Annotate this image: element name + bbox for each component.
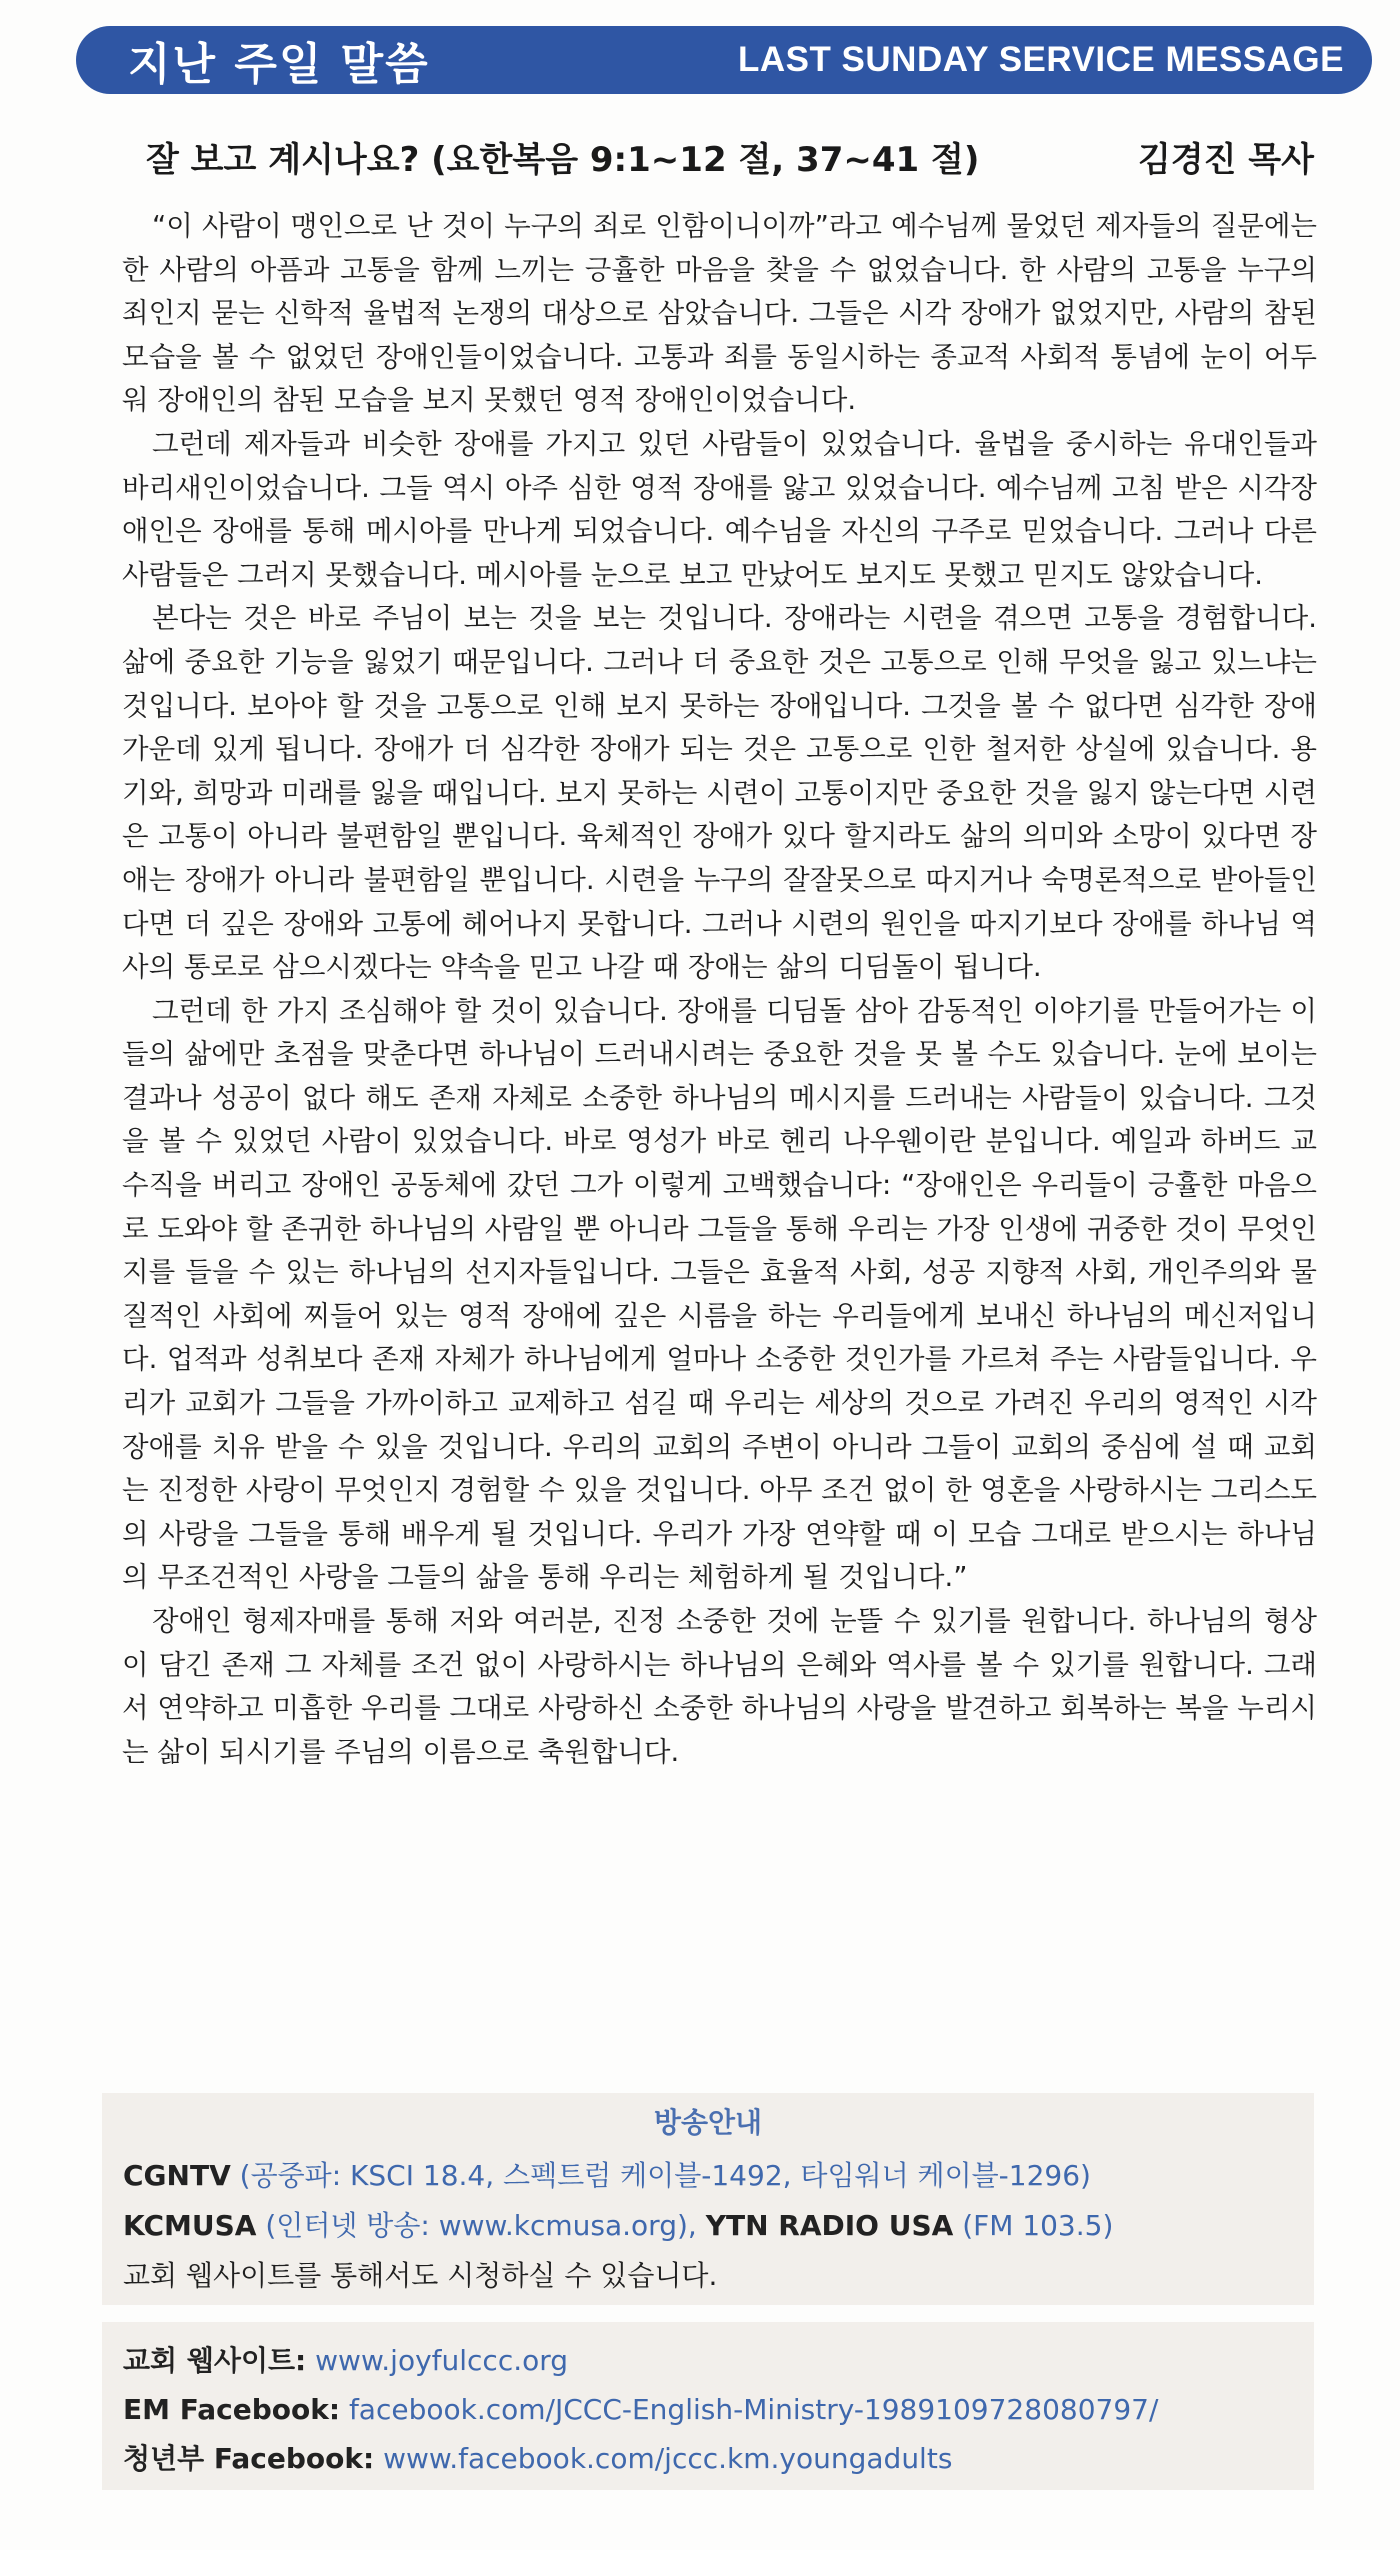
em-facebook-link[interactable]: facebook.com/JCCC-English-Ministry-1989109728080797/ [348,2393,1159,2426]
sermon-paragraph: “이 사람이 맹인으로 난 것이 누구의 죄로 인함이니이까”라고 예수님께 물었던 제자들의 질문에는 한 사람의 아픔과 고통을 함께 느끼는 긍휼한 마음을 찾을 수 없었습니다. 한 사람의 고통을 누구의 죄인지 묻는 신학적 율법적 논쟁의 대상으로 삼았습니다. 그들은 시각 장애가 없었지만, 사람의 참된 모습을 볼 수 없었던 장애인들이었습니다. 고통과 죄를 동일시하는 종교적 사회적 통념에 눈이 어두워 장애인의 참된 모습을 보지 못했던 영적 장애인이었습니다. [122,210,1317,417]
website-line [123,2336,1314,2385]
banner-title-korean: 지난 주일 말씀 [128,39,430,90]
sermon-paragraph: 그런데 제자들과 비슷한 장애를 가지고 있던 사람들이 있었습니다. 율법을 중시하는 유대인들과 바리새인이었습니다. 그들 역시 아주 심한 영적 장애를 앓고 있었습니다. 예수님께 고침 받은 시각장애인은 장애를 통해 메시아를 만나게 되었습니다. 예수님을 자신의 구주로 믿었습니다. 그러나 다른 사람들은 그러지 못했습니다. 메시아를 눈으로 보고 만났어도 보지도 못했고 믿지도 않았습니다. [122,427,1317,591]
youth-facebook-link[interactable]: www.facebook.com/jccc.km.youngadults [383,2442,953,2475]
broadcast-heading: 방송안내 [653,2106,763,2139]
sermon-paragraph: 장애인 형제자매를 통해 저와 여러분, 진정 소중한 것에 눈뜰 수 있기를 원합니다. 하나님의 형상이 담긴 존재 그 자체를 조건 없이 사랑하시는 하나님의 은혜와 역사를 볼 수 있기를 원합니다. 그래서 연약하고 미흡한 우리를 그대로 사랑하신 소중한 하나님의 사랑을 발견하고 회복하는 복을 누리시는 삶이 되시기를 주님의 이름으로 축원합니다. [122,1605,1317,1768]
em-facebook-line [123,2385,1314,2434]
links-box [102,2322,1314,2490]
sermon-paragraph: 그런데 한 가지 조심해야 할 것이 있습니다. 장애를 디딤돌 삼아 감동적인 이야기를 만들어가는 이들의 삶에만 초점을 맞춘다면 하나님이 드러내시려는 중요한 것을 못 볼 수도 있습니다. 눈에 보이는 결과나 성공이 없다 해도 존재 자체로 소중한 하나님의 메시지를 드러내는 사람들이 있습니다. 그것을 볼 수 있었던 사람이 있었습니다. 바로 영성가 바로 헨리 나우웬이란 분입니다. 예일과 하버드 교수직을 버리고 장애인 공동체에 갔던 그가 이렇게 고백했습니다: “장애인은 우리들이 긍휼한 마음으로 도와야 할 존귀한 하나님의 사람일 뿐 아니라 그들을 통해 우리는 가장 인생에 귀중한 것이 무엇인지를 들을 수 있는 하나님의 선지자들입니다. 그들은 효율적 사회, 성공 지향적 사회, 개인주의와 물질적인 사회에 찌들어 있는 영적 장애에 깊은 시름을 하는 우리들에게 보내신 하나님의 메신저입니다. 업적과 성취보다 존재 자체가 하나님에게 얼마나 소중한 것인가를 가르쳐 주는 사람들입니다. 우리가 교회가 그들을 가까이하고 교제하고 섬길 때 우리는 세상의 것으로 가려진 우리의 영적인 시각 장애를 치유 받을 수 있을 것입니다. 우리의 교회의 주변이 아니라 그들이 교회의 중심에 설 때 교회는 진정한 사랑이 무엇인지 경험할 수 있을 것입니다. 아무 조건 없이 한 영혼을 사랑하시는 그리스도의 사랑을 그들을 통해 배우게 될 것입니다. 우리가 가장 연약할 때 이 모습 그대로 받으시는 하나님의 무조건적인 사랑을 그들의 삶을 통해 우리는 체험하게 될 것입니다.” [122,994,1317,1594]
website-label: 교회 웹사이트: [123,2344,307,2377]
sermon-body [122,205,1317,1774]
cgntv-name: CGNTV [123,2159,231,2192]
em-facebook-label: EM Facebook: [123,2393,341,2426]
kcmusa-detail[interactable]: (인터넷 방송: www.kcmusa.org), [265,2209,697,2242]
sermon-paragraph: 본다는 것은 바로 주님이 보는 것을 보는 것입니다. 장애라는 시련을 겪으면 고통을 경험합니다. 삶에 중요한 기능을 잃었기 때문입니다. 그러나 더 중요한 것은 고통으로 인해 무엇을 잃고 있느냐는 것입니다. 보아야 할 것을 고통으로 인해 보지 못하는 장애입니다. 그것을 볼 수 없다면 심각한 장애 가운데 있게 됩니다. 장애가 더 심각한 장애가 되는 것은 고통으로 인한 철저한 상실에 있습니다. 용기와, 희망과 미래를 잃을 때입니다. 보지 못하는 시련이 고통이지만 중요한 것을 잃지 않는다면 시련은 고통이 아니라 불편함일 뿐입니다. 육체적인 장애가 있다 할지라도 삶의 의미와 소망이 있다면 장애는 장애가 아니라 불편함일 뿐입니다. 시련을 누구의 잘잘못으로 따지거나 숙명론적으로 받아들인다면 더 깊은 장애와 고통에 헤어나지 못합니다. 그러나 시련의 원인을 따지기보다 장애를 하나님 역사의 통로로 삼으시겠다는 약속을 믿고 나갈 때 장애는 삶의 디딤돌이 됩니다. [122,602,1317,984]
ytn-name: YTN RADIO USA [705,2209,954,2242]
radio-line [123,2201,1314,2251]
section-banner [76,26,1372,94]
ytn-detail: (FM 103.5) [962,2209,1114,2242]
broadcast-note: 교회 웹사이트를 통해서도 시청하실 수 있습니다. [123,2259,718,2292]
youth-facebook-line [123,2434,1314,2483]
youth-facebook-label: 청년부 Facebook: [123,2442,375,2475]
broadcast-info-box [102,2093,1314,2305]
sermon-author: 김경진 목사 [1137,140,1314,180]
sermon-title: 잘 보고 계시나요? (요한복음 9:1~12 절, 37~41 절) [146,140,980,180]
cgntv-detail: (공중파: KSCI 18.4, 스펙트럼 케이블-1492, 타임워너 케이블-1296) [239,2159,1091,2192]
sermon-header [146,132,1314,181]
cgntv-line [123,2151,1314,2201]
kcmusa-name: KCMUSA [123,2209,257,2242]
website-link[interactable]: www.joyfulccc.org [315,2344,569,2377]
banner-title-english: LAST SUNDAY SERVICE MESSAGE [737,40,1344,79]
